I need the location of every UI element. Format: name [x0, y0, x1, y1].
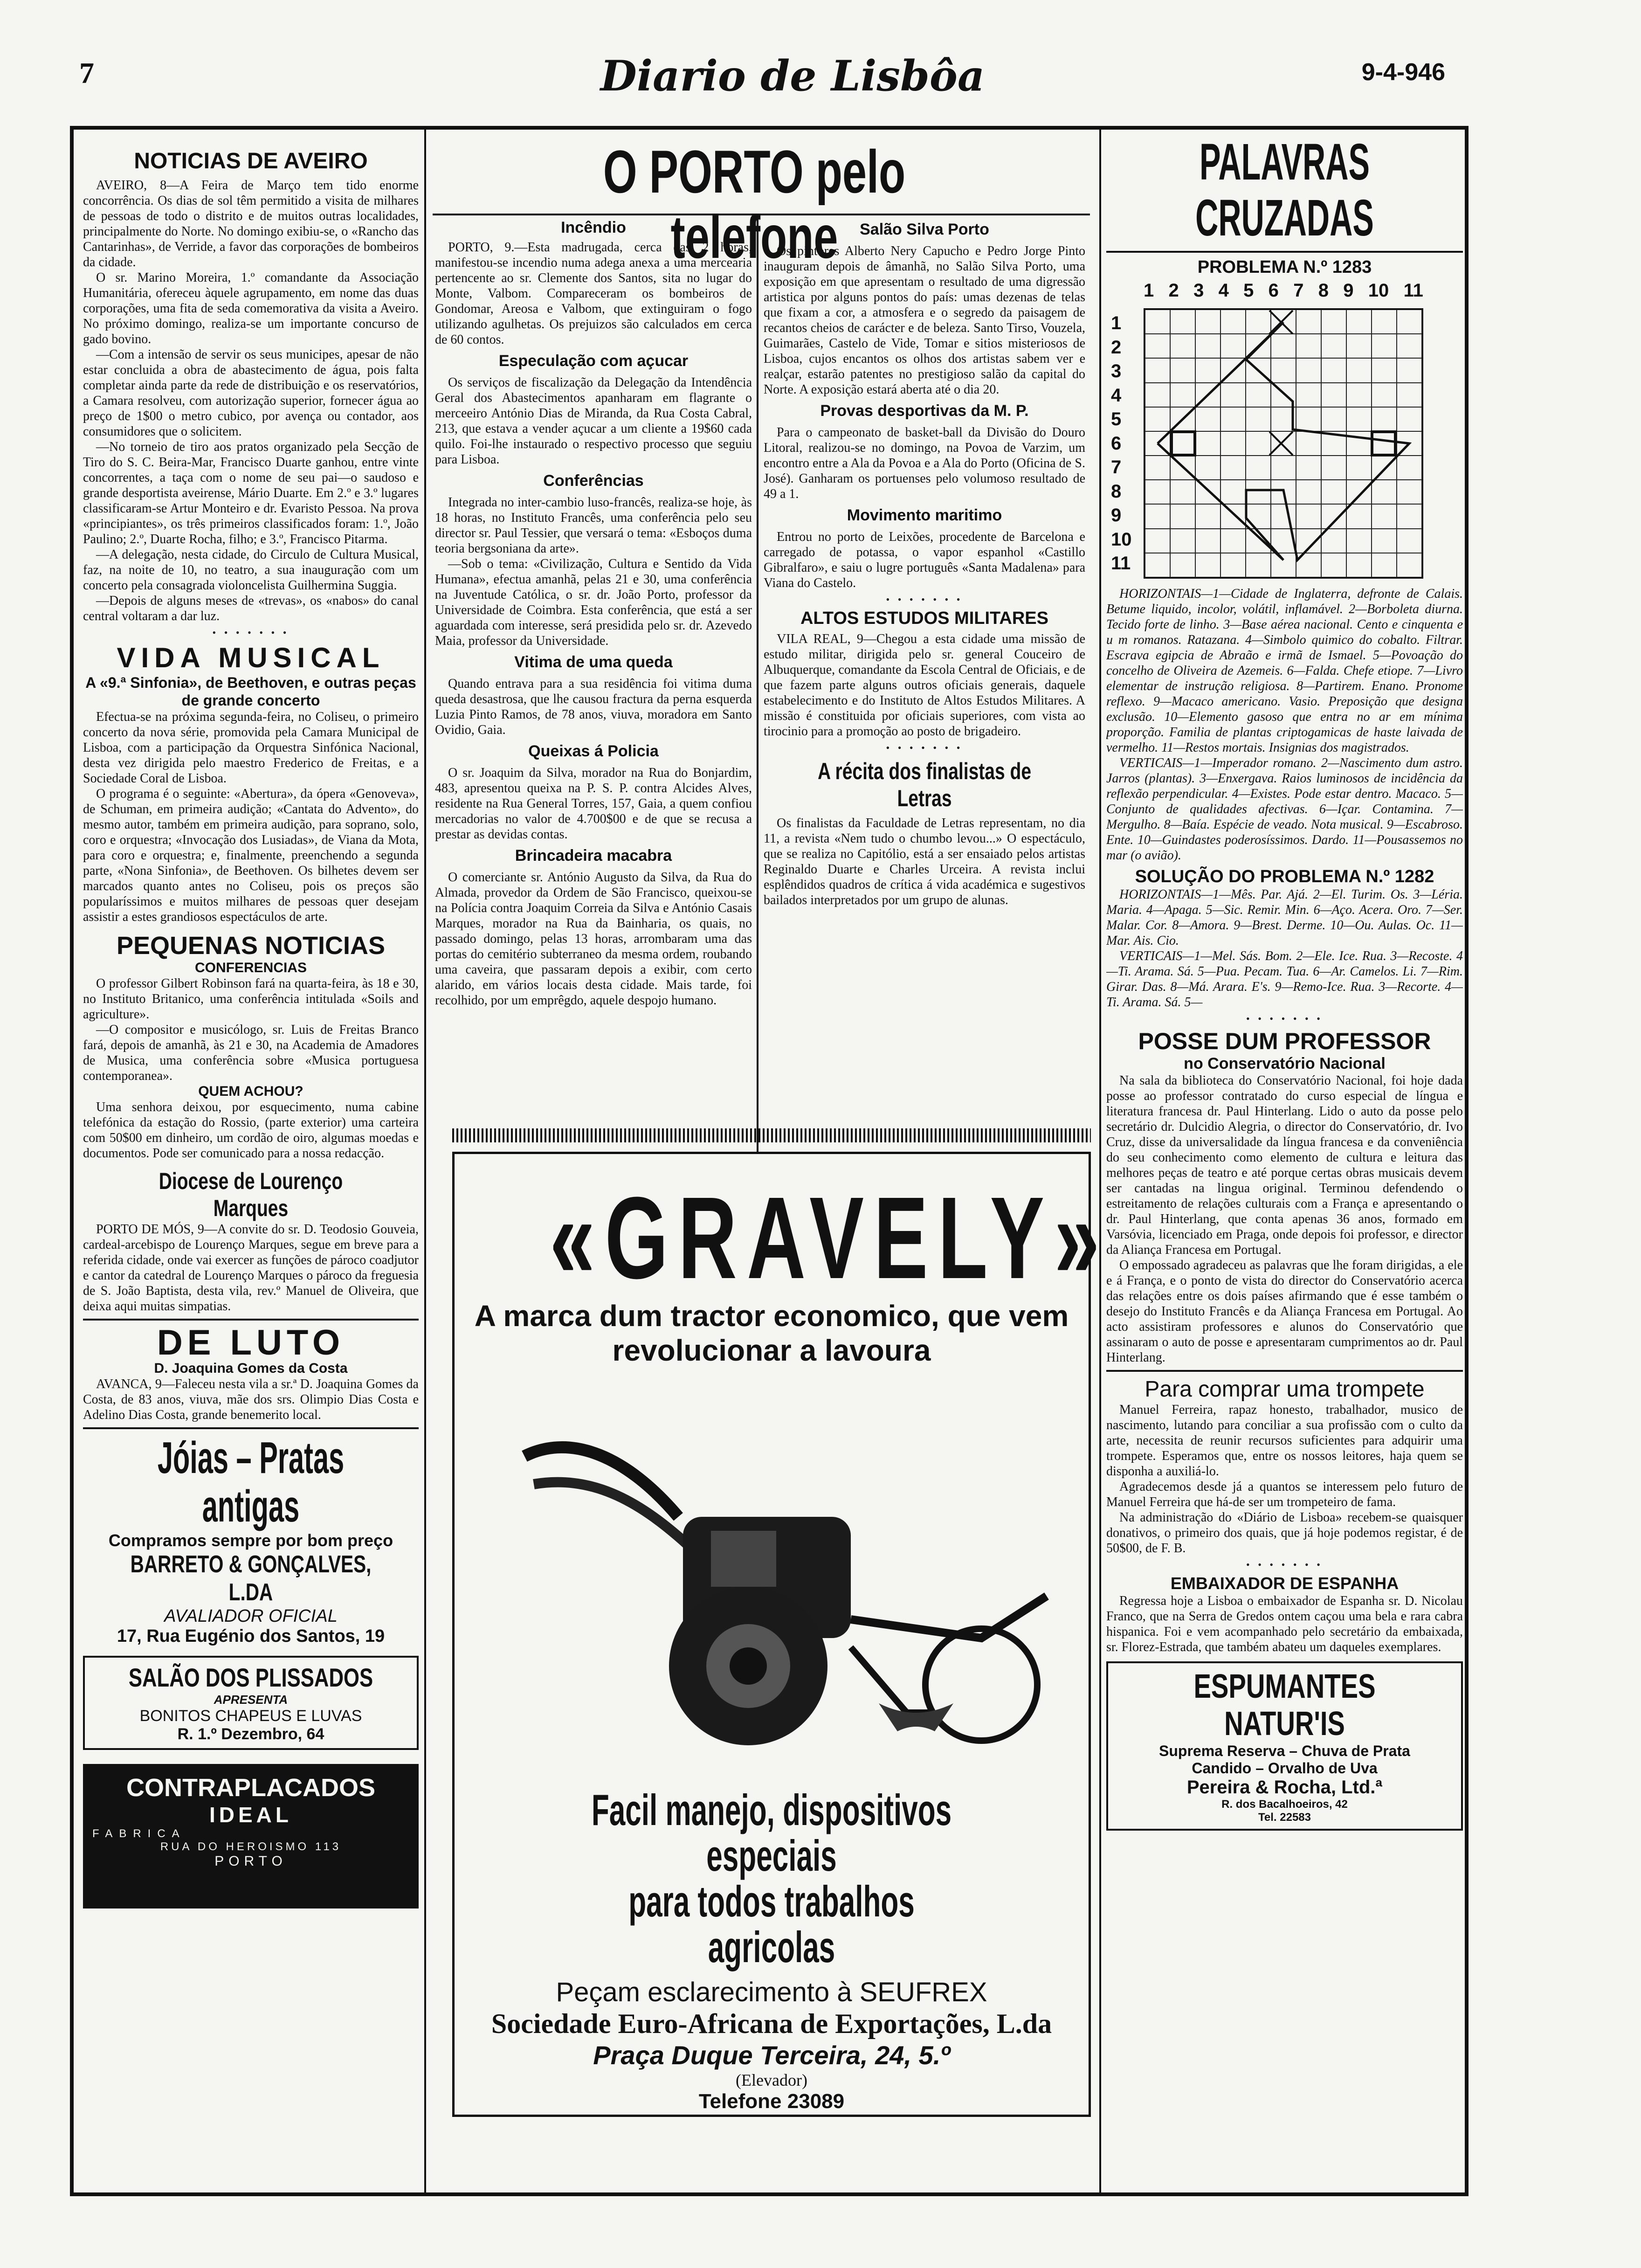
quem-achou-p: Uma senhora deixou, por esquecimento, numa cabine telefónica da estação do Rossio, (parte exterior) uma carteira com 50$00 em dinheiro, um cordão de oiro, algumas moedas e documentos. Pode ser comunicado para a nossa redacção.	[83, 1100, 419, 1161]
gravely-brand: «GRAVELY»	[550, 1173, 1110, 1303]
aveiro-heading: NOTICIAS DE AVEIRO	[134, 149, 368, 173]
crossword-col-number: 2	[1168, 280, 1179, 301]
trompete-p2: Agradecemos desde já a quantos se interessem pelo futuro de Manuel Ferreira que há-de ser um trompeteiro de fama.	[1106, 1480, 1463, 1509]
luto-p: AVANCA, 9—Faleceu nesta vila a sr.ª D. Joaquina Gomes da Costa, de 83 anos, viuva, mãe dos srs. Olimpio Dias Costa e Adelino Dias Costa, grande benemerito local.	[83, 1377, 419, 1422]
gravely-ad	[452, 1152, 1110, 2117]
crossword-pattern	[1144, 308, 1423, 579]
espumantes-title: ESPUMANTES NATUR'IS	[1193, 1668, 1376, 1742]
separator: • • • • • • •	[886, 742, 963, 754]
solucao-ver: VERTICAIS—1—Mel. Sás. Bom. 2—Ele. Ice. Rua. 3—Recoste. 4—Ti. Arama. Sá. 5—Pua. Pecam. Tua. 6—Ar. Camelos. Li. 7—Rim. Girar. Das. 8—Má. Arara. E's. 9—Remo-Ice. Rua. 3—Recorte. 4—Ti. Arama. Sá. 5—	[1106, 949, 1463, 1010]
gravely-address: Praça Duque Terceira, 24, 5.º	[593, 2040, 950, 2070]
conferencias-heading: Conferências	[543, 472, 644, 490]
luto-heading: DE LUTO	[157, 1323, 345, 1362]
issue-date: 9-4-946	[1361, 59, 1445, 86]
crossword-clues	[1106, 586, 1463, 863]
contra-address: RUA DO HEROISMO 113	[160, 1840, 342, 1853]
movimento-p: Entrou no porto de Leixões, procedente de Barcelona e carregado de potassa, o vapor espanhol «Castillo Gibralfaro», e saiu o lugre português «Santa Madalena» para Viana do Castelo.	[764, 530, 1085, 590]
vida-musical-article	[83, 709, 419, 925]
crossword-row-number: 3	[1111, 361, 1122, 381]
gravely-line-1: Facil manejo, dispositivos especiais	[591, 1785, 952, 1880]
decorative-border	[452, 1128, 1091, 1142]
plissados-presents: APRESENTA	[214, 1693, 288, 1707]
contra-title: CONTRAPLACADOS	[126, 1774, 375, 1802]
crossword-row-number: 7	[1111, 457, 1122, 477]
posse-subheading: no Conservatório Nacional	[1184, 1055, 1386, 1072]
finalistas-p: Os finalistas da Faculdade de Letras representam, no dia 11, a revista «Nem tudo o chumbo levou...» O espectáculo, que se realiza no Capitólio, está a ser ensaiado pelos artistas Reginaldo Duarte e Charles Urceira. A revista inclui esplêndidos quadros de crítica á vida académica e sugestivos bailados interpretados por um grupo de alunas.	[764, 816, 1085, 907]
trompete-heading: Para comprar uma trompete	[1145, 1377, 1425, 1402]
espumantes-l2: Candido – Orvalho de Uva	[1192, 1760, 1378, 1777]
incendio-p: PORTO, 9.—Esta madrugada, cerca das 2 horas, manifestou-se incendio numa adega anexa a uma mercearia pertencente ao sr. Clemente dos Santos, sita no lugar do Monte, Valbom. Compareceram os bombeiros de Gondomar, Areosa e Valbom, que extinguiram o fogo utilizando agulhetas. Os prejuizos são calculados em cerca de 60 contos.	[435, 240, 752, 347]
crossword-col-number: 1	[1144, 280, 1154, 301]
rule	[433, 214, 1090, 215]
crossword-col-number: 3	[1193, 280, 1204, 301]
salao-silva-porto-heading: Salão Silva Porto	[860, 221, 989, 238]
crossword-row-number: 6	[1111, 433, 1122, 454]
joias-address: 17, Rua Eugénio dos Santos, 19	[117, 1626, 385, 1646]
pequenas-p1: O professor Gilbert Robinson fará na quarta-feira, às 18 e 30, no Instituto Britanico, uma conferência intitulada «Soils and agriculture».	[83, 976, 419, 1022]
altos-p: VILA REAL, 9—Chegou a esta cidade uma missão de estudo militar, dirigida pelo sr. general Couceiro de Albuquerque, comandante da Escola Central de Oficiais, e de que fazem parte alguns outros oficiais generais, daquele estabelecimento e do Instituto de Altos Estudos Militares. A missão é constituida por oficiais superiores, com vista ao tirocinio para a promoção ao posto de brigadeiro.	[764, 632, 1085, 739]
aveiro-p2: O sr. Marino Moreira, 1.º comandante da Associação Humanitária, ofereceu àquele agrupamento, em nome das duas corporações, uma fita de seda comemorativa da visita a Aveiro. No próximo domingo, realiza-se um importante concurso de gado bovino.	[83, 270, 419, 346]
porto-column-2	[764, 216, 1085, 1237]
column-rule	[424, 130, 426, 2192]
diocese-heading: Diocese de Lourenço Marques	[159, 1168, 343, 1221]
posse-p2: O empossado agradeceu as palavras que lhe foram dirigidas, a ele e á França, e o ponto de vista do director do Conservatório acerca das relações entre os dois países afirmando que é esse também o desejo do Instituto Francês e da Aliança Francesa em Portugal. Ao acto assistiram professores e alunos do Conservatório que assinaram o auto de posse e apresentaram cumprimentos ao dr. Paul Hinterlang.	[1106, 1258, 1463, 1365]
aveiro-p5: —A delegação, nesta cidade, do Circulo de Cultura Musical, faz, na noite de 10, no teatro, a sua inauguração com um concerto pela consagrada violoncelista Guilhermina Suggia.	[83, 547, 419, 593]
vitima-heading: Vitima de uma queda	[514, 653, 673, 671]
pequenas-p2: —O compositor e musicólogo, sr. Luis de Freitas Branco fará, depois de amanhã, às 21 e 30, na Academia de Amadores de Musica, uma conferência sobre «Musica portuguesa contemporanea».	[83, 1023, 419, 1083]
contra-fabrica: FABRICA	[92, 1827, 186, 1840]
diocese-article	[83, 1222, 419, 1314]
queixas-p: O sr. Joaquim da Silva, morador na Rua do Bonjardim, 483, apresentou queixa na P. S. P. contra Alcides Alves, residente na Rua General Torres, 157, Gaia, a quem confiou mercadorias no valor de 4.700$00 e de que se recusa a prestar as devidas contas.	[435, 766, 752, 842]
crossword-col-number: 8	[1318, 280, 1329, 301]
crossword-row-number: 2	[1111, 337, 1122, 358]
aveiro-p4: —No torneio de tiro aos pratos organizado pela Secção de Tiro do S. C. Beira-Mar, Francisco Duarte ganhou, entre vinte concorrentes, a taça com o nome de seu pai—o saudoso e grande desportista aveirense, Mário Duarte. Em 2.º e 3.º lugares classificaram-se Artur Monteiro e dr. Evaristo Pessoa. Na prova «principiantes», os três primeiros classificados foram: 1.º, João Paulino; 2.º, Duarte Rocha, filho; e 3.º, Francisco Pitarma.	[83, 440, 419, 546]
column-rule	[1099, 130, 1101, 2192]
newspaper-masthead: Diario de Lisbôa	[600, 51, 985, 101]
horizontal-clues: HORIZONTAIS—1—Cidade de Inglaterra, defronte de Calais. Betume liquido, incolor, volátil, inflamável. 2—Borboleta diurna. Tecido forte de linho. 3—Base aérea nacional. Cento e cinquenta e u m romanos. Ratazana. 4—Simbolo quimico do cobalto. Filtrar. Escrava egipcia de Abraão e irmã de Ismael. 5—Povoação do concelho de Oliveira de Azemeis. 6—Falda. Chefe etiope. 7—Livro elementar de instrução religiosa. 8—Partirem. Enano. Pronome reflexo. 9—Macaco americano. Vasio. Preposição que designa exclusão. 10—Elemento gasoso que entra no ar em mínima proporção. Familia de plantas criptogamicas de haste laivada de vermelho. 11—Restos mortais. Insignias dos magistrados.	[1106, 587, 1463, 755]
crossword-row-number: 9	[1111, 505, 1122, 526]
crossword-grid	[1144, 308, 1423, 579]
gravely-company: Sociedade Euro-Africana de Exportações, L.da	[491, 2008, 1052, 2039]
salao-p: Os pintores Alberto Nery Capucho e Pedro Jorge Pinto inauguram depois de âmanhã, no Salão Silva Porto, uma exposição em que apresentam o resultado de uma digressão artistica por alguns pontos do país: umas dezenas de telas que fixam a cor, a atmosfera e o segredo da paisagem de recantos cheios de carácter e de beleza. Santo Tirso, Vouzela, Guimarães, Castelo de Vide, Tomar e sitios misteriosos de Lisboa, cujos encantos os olhos dos artistas sabem ver e realçar, estarão patentes no prestigioso salão da capital do Norte. A exposição estará aberta até o dia 20.	[764, 244, 1085, 397]
separator: • • • • • • •	[1246, 1559, 1323, 1570]
posse-p1: Na sala da biblioteca do Conservatório Nacional, foi hoje dada posse ao professor contratado do curso especial de língua e literatura francesa dr. Paul Hinterlang. Lido o auto da posse pelo secretário dr. Dulcidio Alegria, o director do Conservatório, dr. Ivo Cruz, disse da universalidade da língua francesa e da conveniência do seu conhecimento como elemento de cultura e leitura das melhores peças de teatro e até porque certas obras musicais devem ser cantadas na lingua original. Terminou defendendo o estreitamento de relações culturais com a França e apresentando o dr. Paul Hinterlang, que conta apenas 36 anos, formado em Varsóvia, licenciado em Praga, onde depois foi professor, e director da Aliança Francesa em Portugal.	[1106, 1073, 1463, 1257]
aveiro-p1: AVEIRO, 8—A Feira de Março tem tido enorme concorrência. Os dias de sol têm permitido a visita de milhares de pessoas de todo o distrito e de muitos outras localidades, principalmente do Norte. No domingo exibiu-se, o «Rancho das Cantarinhas», de Verride, a favor das corporações de bombeiros da cidade.	[83, 178, 419, 270]
plissados-ad	[83, 1656, 419, 1750]
joias-title: Jóias – Pratas antigas	[157, 1433, 345, 1531]
vertical-clues: VERTICAIS—1—Imperador romano. 2—Nascimento dum astro. Jarros (plantas). 3—Enxergava. Raios luminosos de incidência da reflexão perpendicular. 4—Existes. Pode estar dentro. Macaco. 5—Conjunto de qualidades afectivas. 6—Içar. Contamina. 7—Mergulho. 8—Baía. Espécie de veado. Nota musical. 9—Escabroso. Ente. 10—Guindastes poderosíssimos. Dardo. 11—Pousassemos no mar (o avião).	[1106, 756, 1463, 863]
separator: • • • • • • •	[212, 627, 290, 638]
rule	[1106, 251, 1463, 253]
crossword-col-number: 11	[1403, 280, 1423, 301]
plissados-address: R. 1.º Dezembro, 64	[177, 1725, 324, 1743]
embaixador-p: Regressa hoje a Lisboa o embaixador de Espanha sr. D. Nicolau Franco, que na Serra de Gredos ontem caçou uma bela e rara cabra hispanica. Foi e vem acompanhado pelo secretário da embaixada, sr. Florez-Estrada, que também abateu um daqueles exemplares.	[1106, 1594, 1463, 1654]
vida-musical-subheading: A «9.ª Sinfonia», de Beethoven, e outras peças de grande concerto	[85, 674, 416, 709]
espumantes-phone: Tel. 22583	[1258, 1811, 1311, 1824]
gravely-elevator: (Elevador)	[736, 2071, 807, 2089]
provas-heading: Provas desportivas da M. P.	[820, 402, 1029, 420]
trompete-p1: Manuel Ferreira, rapaz honesto, trabalhador, musico de nascimento, lutando para conciliar a sua profissão com o culto da arte, necessita de reunir recursos suficientes para adquirir uma trompete. Esperamos que, entre os nossos leitores, haja quem se disponha a auxiliá-lo.	[1106, 1403, 1463, 1479]
solucao-text	[1106, 887, 1463, 1010]
right-column	[1106, 130, 1463, 2192]
espumantes-ad	[1106, 1661, 1463, 1831]
crossword-col-number: 5	[1243, 280, 1254, 301]
crossword	[1106, 280, 1463, 583]
contraplacados-ad	[83, 1764, 419, 1908]
vida-p1: Efectua-se na próxima segunda-feira, no Coliseu, o primeiro concerto da nova série, promovida pela Camara Municipal de Lisboa, com a participação da Orquestra Sinfónica Nacional, desta vez dirigida pelo maestro Frederico de Freitas, e a Sociedade Coral de Lisboa.	[83, 710, 419, 786]
crossword-col-number: 6	[1268, 280, 1279, 301]
aveiro-article	[83, 178, 419, 624]
problema-number: PROBLEMA N.º 1283	[1197, 257, 1372, 277]
embaixador-heading: EMBAIXADOR DE ESPANHA	[1170, 1574, 1399, 1593]
vida-musical-heading: VIDA MUSICAL	[117, 642, 385, 673]
incendio-heading: Incêndio	[561, 219, 626, 236]
posse-heading: POSSE DUM PROFESSOR	[1138, 1028, 1431, 1054]
pequenas-article	[83, 976, 419, 1084]
plissados-title: SALÃO DOS PLISSADOS	[128, 1663, 373, 1692]
joias-line: Compramos sempre por bom preço	[108, 1531, 393, 1550]
conferencias-p2: —Sob o tema: «Civilização, Cultura e Sentido da Vida Humana», efectua amanhã, pelas 21 e 30, uma conferência na Juventude Católica, o sr. dr. João Porto, professor da Universidade de Coimbra. Esta conferência, que está a ser aguardada com interesse, será presidida pelo sr. dr. Azevedo Maia, professor da Universidade.	[435, 557, 752, 648]
trompete-p3: Na administração do «Diário de Lisboa» recebem-se quaisquer donativos, o primeiro dos quais, que já hoje podemos registar, é de 50$00, de F. B.	[1106, 1510, 1463, 1556]
rule	[1106, 1370, 1463, 1372]
column-rule	[757, 216, 758, 1242]
tractor-illustration	[469, 1377, 1075, 1787]
especulacao-p: Os serviços de fiscalização da Delegação da Intendência Geral dos Abastecimentos apanharam em flagrante o merceeiro António Dias de Miranda, da Rua Costa Cabral, 213, que estava a vender açucar a um cliente a 19$60 cada quilo. Foi-lhe instaurado o respectivo processo que seguiu para Lisboa.	[435, 375, 752, 467]
aveiro-p3: —Com a intensão de servir os seus municipes, apesar de não estar concluida a obra de abastecimento de água, pois falta completar ainda parte da rede de distribuição e os reservatórios, a Camara resolveu, com autorização superior, fornecer água ao preço de 1$00 o metro cubico, por avença ou contador, aos consumidores que o solicitem.	[83, 347, 419, 439]
porto-column-1	[435, 216, 752, 1237]
joias-ad	[83, 1434, 419, 1646]
especulacao-heading: Especulação com açucar	[498, 352, 689, 370]
provas-p: Para o campeonato de basket-ball da Divisão do Douro Litoral, realizou-se no domingo, na Povoa de Varzim, um encontro entre a Ala da Povoa e a Ala do Porto (Oficina de S. José). Ganharam os portuenses pelo volumoso resultado de 49 a 1.	[764, 425, 1085, 501]
crossword-row-number: 11	[1111, 553, 1131, 574]
joias-company: BARRETO & GONÇALVES, L.DA	[130, 1551, 372, 1606]
crossword-row-number: 5	[1111, 409, 1122, 429]
gravely-phone: Telefone 23089	[698, 2090, 845, 2113]
solucao-heading: SOLUÇÃO DO PROBLEMA N.º 1282	[1135, 867, 1434, 886]
gravely-line-2: para todos trabalhos agricolas	[628, 1877, 915, 1971]
crossword-row-number: 1	[1111, 313, 1122, 333]
separator: • • • • • • •	[886, 594, 963, 605]
crossword-col-number: 4	[1218, 280, 1229, 301]
rule	[83, 1427, 419, 1429]
crossword-col-number: 7	[1293, 280, 1304, 301]
palavras-cruzadas-heading: PALAVRAS CRUZADAS	[1195, 133, 1374, 247]
joias-avaliador: AVALIADOR OFICIAL	[164, 1606, 338, 1626]
brincadeira-heading: Brincadeira macabra	[515, 847, 672, 864]
luto-name: D. Joaquina Gomes da Costa	[154, 1361, 348, 1376]
left-column	[83, 130, 419, 2192]
plissados-products: BONITOS CHAPEUS E LUVAS	[139, 1707, 362, 1725]
queixas-heading: Queixas á Policia	[528, 742, 659, 760]
vitima-p: Quando entrava para a sua residência foi vitima duma queda desastrosa, que lhe causou fractura da perna esquerda Luzia Pinto Ramos, de 78 anos, viuva, moradora em Santo Ovidio, Gaia.	[435, 677, 752, 737]
crossword-row-number: 8	[1111, 481, 1122, 502]
pequenas-subheading: CONFERENCIAS	[194, 960, 307, 975]
rule	[83, 1319, 419, 1321]
page-number: 7	[79, 56, 94, 90]
brincadeira-p: O comerciante sr. António Augusto da Silva, da Rua do Almada, provedor da Ordem de São Francisco, queixou-se na Polícia contra Joaquim Correia da Silva e António Casais Marques, morador na Rua da Bainharia, os quais, no passado domingo, pelas 13 horas, arrombaram uma das portas do cemitério subterraneo da mesma ordem, roubando uma caveira, que passaram depois a exibir, com certo alarido, em vários locais desta cidade. Mais tarde, foi recolhido, por um emprêgdo, aquele despojo humano.	[435, 870, 752, 1008]
conferencias-p1: Integrada no inter-cambio luso-francês, realiza-se hoje, às 18 horas, no Instituto Francês, uma conferência pelo seu director sr. Paul Tessier, que versará o tema: «Esboços duma teoria bergsoniana da arte».	[435, 495, 752, 556]
separator: • • • • • • •	[1246, 1013, 1323, 1024]
crossword-col-number: 10	[1368, 280, 1389, 301]
crossword-col-number: 9	[1343, 280, 1354, 301]
quem-achou-heading: QUEM ACHOU?	[198, 1084, 303, 1099]
solucao-hor: HORIZONTAIS—1—Mês. Par. Ajá. 2—El. Turim. Os. 3—Léria. Maria. 4—Apaga. 5—Sic. Remir. Min. 6—Aço. Acera. Oro. 7—Ser. Malar. Cor. 8—Amora. 9—Brest. Derme. 10—Ou. Aulas. Oc. 11—Mar. Ais. Cio.	[1106, 887, 1463, 948]
contra-brand: IDEAL	[209, 1803, 292, 1827]
gravely-line-3: Peçam esclarecimento à SEUFREX	[556, 1977, 987, 2007]
crossword-column-numbers	[1144, 280, 1423, 301]
contra-city: PORTO	[214, 1853, 287, 1869]
aveiro-p6: —Depois de alguns meses de «trevas», os «nabos» do canal central voltaram a dar luz.	[83, 594, 419, 623]
crossword-row-number: 4	[1111, 385, 1122, 406]
movimento-heading: Movimento maritimo	[847, 506, 1002, 524]
espumantes-l1: Suprema Reserva – Chuva de Prata	[1159, 1742, 1410, 1759]
quem-achou-article	[83, 1099, 419, 1161]
luto-article	[83, 1376, 419, 1423]
vida-p2: O programa é o seguinte: «Abertura», da ópera «Genoveva», de Schuman, em primeira audição; «Cantata do Advento», do mesmo autor, também em primeira audição, para soprano, solo, coro e orquestra; «Invocação dos Lusiadas», de Viana da Mota, para coro e orquestra; e, finalmente, preenchendo a segunda parte, «Nona Sinfonia», de Beethoven. Os bilhetes devem ser marcados quanto antes no Coliseu, pois os preços são popularíssimos e muitos milhares de pessoas quer desejam assistir a estes grandiosos espectáculos de arte.	[83, 787, 419, 924]
porto-title: O PORTO pelo telefone	[603, 138, 906, 271]
crossword-row-numbers	[1111, 313, 1132, 574]
altos-estudos-heading: ALTOS ESTUDOS MILITARES	[800, 608, 1049, 628]
pequenas-heading: PEQUENAS NOTICIAS	[116, 932, 386, 960]
gravely-tagline: A marca dum tractor economico, que vem revolucionar a lavoura	[474, 1299, 1069, 1367]
diocese-p: PORTO DE MÓS, 9—A convite do sr. D. Teodosio Gouveia, cardeal-arcebispo de Lourenço Marques, segue em breve para a referida cidade, onde vai exercer as funções de pároco coadjutor e cantor da catedral de Lourenço Marques o pároco da freguesia de S. João Baptista, desta vila, rev.º Manuel de Oliveira, que deixa aqui muitas simpatias.	[83, 1222, 419, 1314]
espumantes-address: R. dos Bacalhoeiros, 42	[1221, 1798, 1348, 1811]
crossword-row-number: 10	[1111, 529, 1132, 550]
finalistas-heading: A récita dos finalistas de Letras	[817, 758, 1032, 811]
espumantes-company: Pereira & Rocha, Ltd.ª	[1186, 1777, 1383, 1798]
